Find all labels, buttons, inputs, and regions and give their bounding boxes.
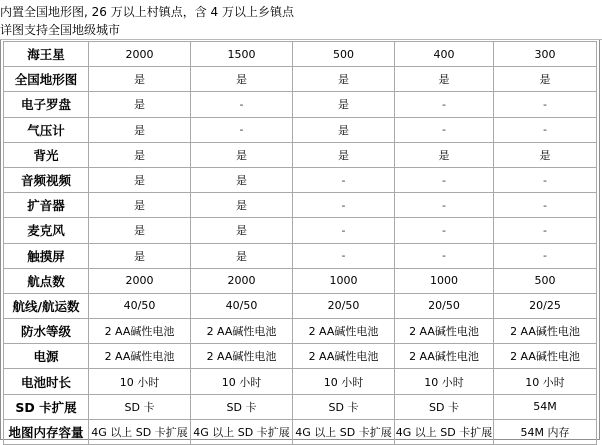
spec-comparison-table — [3, 41, 597, 445]
table-cell: - — [494, 117, 597, 142]
table-cell: 2 AA碱性电池 — [89, 319, 191, 344]
table-cell: 4G 以上 SD 卡扩展 — [191, 419, 293, 444]
table-cell: 10 小时 — [395, 369, 494, 394]
table-cell: 是 — [89, 117, 191, 142]
row-label: SD 卡扩展 — [4, 394, 89, 419]
table-cell: 是 — [89, 167, 191, 192]
row-label: 扩音器 — [4, 193, 89, 218]
table-cell: 2 AA碱性电池 — [494, 344, 597, 369]
table-cell: 2000 — [89, 42, 191, 67]
table-cell: 400 — [395, 42, 494, 67]
table-cell: 是 — [494, 142, 597, 167]
table-cell: 20/50 — [293, 293, 395, 318]
row-label: 地图内存容量 — [4, 419, 89, 444]
intro-line-1: 内置全国地形图, 26 万以上村镇点，含 4 万以上乡镇点 — [0, 5, 294, 19]
table-cell: 10 小时 — [89, 369, 191, 394]
table-cell: 2 AA碱性电池 — [395, 344, 494, 369]
table-cell: SD 卡 — [89, 394, 191, 419]
table-cell: - — [395, 117, 494, 142]
table-cell: 1000 — [293, 268, 395, 293]
table-row — [4, 117, 597, 142]
table-cell: 10 小时 — [293, 369, 395, 394]
table-cell: SD 卡 — [293, 394, 395, 419]
table-cell: 是 — [191, 193, 293, 218]
row-label: 防水等级 — [4, 319, 89, 344]
table-cell: 2 AA碱性电池 — [293, 344, 395, 369]
table-cell: - — [191, 117, 293, 142]
table-cell: 是 — [89, 142, 191, 167]
table-row — [4, 67, 597, 92]
table-cell: - — [293, 243, 395, 268]
table-cell: 2 AA碱性电池 — [293, 319, 395, 344]
spec-table-body — [4, 42, 597, 445]
table-cell: - — [293, 167, 395, 192]
table-cell: 2000 — [89, 268, 191, 293]
table-cell: 40/50 — [191, 293, 293, 318]
table-cell: - — [494, 193, 597, 218]
table-cell: 54M — [494, 394, 597, 419]
table-cell: 10 小时 — [191, 369, 293, 394]
table-cell: 是 — [89, 193, 191, 218]
table-cell: - — [395, 167, 494, 192]
table-row — [4, 42, 597, 67]
table-cell: 是 — [494, 67, 597, 92]
table-cell: 2 AA碱性电池 — [89, 344, 191, 369]
table-cell: 是 — [293, 92, 395, 117]
table-cell: 54M 内存 — [494, 419, 597, 444]
table-cell: - — [293, 193, 395, 218]
table-cell: 是 — [191, 243, 293, 268]
row-label: 全国地形图 — [4, 67, 89, 92]
table-cell: 2 AA碱性电池 — [191, 319, 293, 344]
table-row — [4, 243, 597, 268]
row-label: 背光 — [4, 142, 89, 167]
row-label: 麦克风 — [4, 218, 89, 243]
row-label: 电源 — [4, 344, 89, 369]
table-cell: 20/25 — [494, 293, 597, 318]
table-cell: 是 — [293, 117, 395, 142]
table-row — [4, 293, 597, 318]
table-row — [4, 92, 597, 117]
table-cell: 是 — [191, 218, 293, 243]
table-cell: 500 — [293, 42, 395, 67]
table-cell: 1500 — [191, 42, 293, 67]
table-cell: 是 — [191, 67, 293, 92]
table-cell: 是 — [89, 243, 191, 268]
table-cell: 是 — [293, 142, 395, 167]
row-label: 电池时长 — [4, 369, 89, 394]
table-cell: SD 卡 — [395, 394, 494, 419]
table-cell: 2 AA碱性电池 — [191, 344, 293, 369]
table-cell: - — [191, 92, 293, 117]
row-label: 电子罗盘 — [4, 92, 89, 117]
row-label: 航点数 — [4, 268, 89, 293]
table-row — [4, 167, 597, 192]
intro-text — [0, 0, 602, 40]
table-row — [4, 319, 597, 344]
row-label: 气压计 — [4, 117, 89, 142]
table-cell: 20/50 — [395, 293, 494, 318]
table-cell: 4G 以上 SD 卡扩展 — [89, 419, 191, 444]
table-cell: 4G 以上 SD 卡扩展 — [395, 419, 494, 444]
table-row — [4, 193, 597, 218]
table-cell: 是 — [89, 218, 191, 243]
table-row — [4, 218, 597, 243]
table-row — [4, 142, 597, 167]
intro-line-2: 详图支持全国地级城市 — [0, 23, 121, 37]
table-cell: 是 — [293, 67, 395, 92]
table-cell: - — [494, 92, 597, 117]
table-cell: SD 卡 — [191, 394, 293, 419]
table-cell: 300 — [494, 42, 597, 67]
table-row — [4, 344, 597, 369]
table-cell: - — [395, 193, 494, 218]
row-label: 海王星 — [4, 42, 89, 67]
table-cell: 是 — [191, 167, 293, 192]
table-cell: 1000 — [395, 268, 494, 293]
row-label: 航线/航运数 — [4, 293, 89, 318]
table-row — [4, 268, 597, 293]
table-cell: 是 — [89, 67, 191, 92]
table-row — [4, 394, 597, 419]
row-label: 触摸屏 — [4, 243, 89, 268]
table-cell: 2000 — [191, 268, 293, 293]
table-cell: 4G 以上 SD 卡扩展 — [293, 419, 395, 444]
table-cell: - — [395, 218, 494, 243]
table-cell: 2 AA碱性电池 — [395, 319, 494, 344]
table-cell: - — [494, 218, 597, 243]
table-cell: - — [494, 167, 597, 192]
table-cell: - — [395, 243, 494, 268]
table-cell: 40/50 — [89, 293, 191, 318]
table-cell: 是 — [191, 142, 293, 167]
table-cell: - — [494, 243, 597, 268]
table-cell: - — [395, 92, 494, 117]
row-label: 音频视频 — [4, 167, 89, 192]
table-cell: 10 小时 — [494, 369, 597, 394]
table-row — [4, 369, 597, 394]
table-cell: 500 — [494, 268, 597, 293]
table-cell: 2 AA碱性电池 — [494, 319, 597, 344]
table-cell: 是 — [89, 92, 191, 117]
table-cell: - — [293, 218, 395, 243]
table-cell: 是 — [395, 142, 494, 167]
table-cell: 是 — [395, 67, 494, 92]
